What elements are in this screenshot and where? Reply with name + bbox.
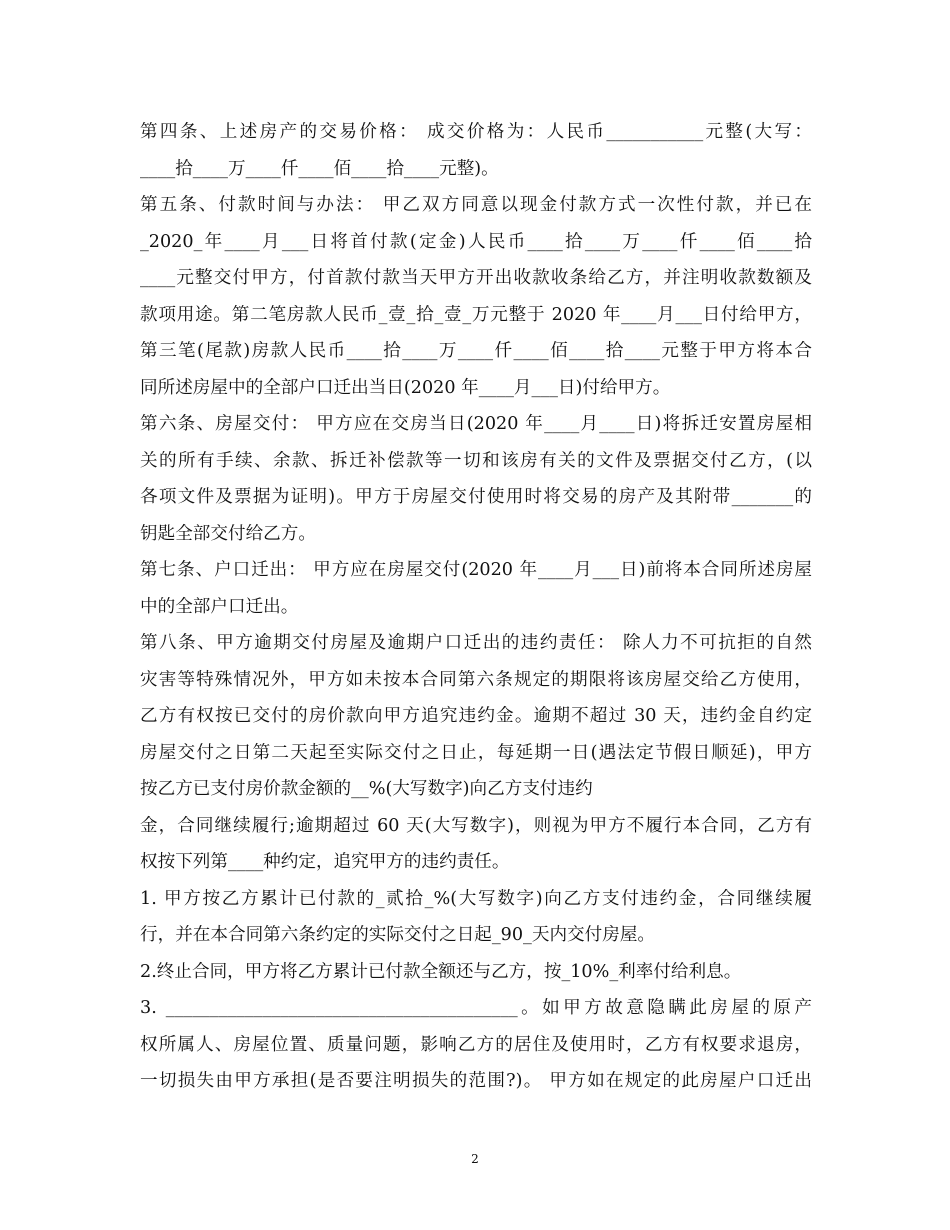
page-number: 2 bbox=[471, 1152, 479, 1166]
clause-4-line-2: ____拾____万____仟____佰____拾____元整)。 bbox=[140, 158, 499, 179]
option-2-line: 2.终止合同，甲方将乙方累计已付款全额还与乙方，按_10%_利率付给利息。 bbox=[140, 961, 742, 982]
clause-4-line-1: 第四条、上述房产的交易价格： 成交价格为：人民币___________元整(大写： bbox=[140, 122, 812, 142]
option-1-line-1: 1. 甲方按乙方累计已付款的_贰拾_%(大写数字)向乙方支付违约金，合同继续履 bbox=[140, 888, 812, 909]
clause-8-line-5: 按乙方已支付房价款金额的__%(大写数字)向乙方支付违约 bbox=[140, 779, 593, 799]
clause-8-line-3: 乙方有权按已交付的房价款向甲方追究违约金。逾期不超过 30 天，违约金自约定 bbox=[140, 706, 812, 726]
clause-5-line-5: 第三笔(尾款)房款人民币____拾____万____仟____佰____拾____元整于甲方将本合 bbox=[140, 341, 812, 361]
option-3-line-3: 一切损失由甲方承担(是否要注明损失的范围?)。 甲方如在规定的此房屋户口迁出 bbox=[140, 1071, 812, 1091]
option-1-line-2: 行，并在本合同第六条约定的实际交付之日起_90_天内交付房屋。 bbox=[140, 925, 656, 945]
clause-5-line-2: _2020_年____月___日将首付款(定金)人民币____拾____万____仟____佰____拾 bbox=[140, 231, 812, 252]
clause-5-line-6: 同所述房屋中的全部户口迁出当日(2020 年____月___日)付给甲方。 bbox=[140, 377, 671, 398]
clause-5-line-4: 款项用途。第二笔房款人民币_壹_拾_壹_万元整于 2020 年____月___日付给甲方， bbox=[140, 304, 812, 325]
clause-6-line-2: 关的所有手续、余款、拆迁补偿款等一切和该房有关的文件及票据交付乙方，(以 bbox=[140, 450, 812, 471]
contract-body bbox=[140, 114, 812, 1100]
clause-6-line-3: 各项文件及票据为证明)。甲方于房屋交付使用时将交易的房产及其附带_______的 bbox=[140, 487, 812, 507]
clause-7-line-2: 中的全部户口迁出。 bbox=[140, 596, 299, 617]
clause-8-line-4: 房屋交付之日第二天起至实际交付之日止，每延期一日(遇法定节假日顺延)，甲方 bbox=[140, 742, 812, 763]
option-3-line-2: 权所属人、房屋位置、质量问题，影响乙方的居住及使用时，乙方有权要求退房， bbox=[140, 1034, 812, 1055]
clause-6-line-1: 第六条、房屋交付： 甲方应在交房当日(2020 年____月____日)将拆迁安置房屋相 bbox=[140, 414, 812, 434]
clause-5-line-1: 第五条、付款时间与办法： 甲乙双方同意以现金付款方式一次性付款，并已在 bbox=[140, 195, 812, 215]
clause-8-line-7: 权按下列第____种约定，追究甲方的违约责任。 bbox=[140, 852, 510, 872]
clause-7-line-1: 第七条、户口迁出： 甲方应在房屋交付(2020 年____月___日)前将本合同所述房屋 bbox=[140, 560, 812, 580]
clause-8-line-1: 第八条、甲方逾期交付房屋及逾期户口迁出的违约责任： 除人力不可抗拒的自然 bbox=[140, 633, 812, 653]
option-3-line-1: 3. ________________________________________。如甲方故意隐瞒此房屋的原产 bbox=[140, 998, 812, 1018]
clause-8-line-2: 灾害等特殊情况外，甲方如未按本合同第六条规定的期限将该房屋交给乙方使用， bbox=[140, 669, 812, 690]
clause-8-line-6: 金，合同继续履行;逾期超过 60 天(大写数字)，则视为甲方不履行本合同，乙方有 bbox=[140, 815, 812, 836]
clause-6-line-4: 钥匙全部交付给乙方。 bbox=[140, 523, 316, 544]
clause-5-line-3: ____元整交付甲方，付首款付款当天甲方开出收款收条给乙方，并注明收款数额及 bbox=[140, 268, 812, 288]
